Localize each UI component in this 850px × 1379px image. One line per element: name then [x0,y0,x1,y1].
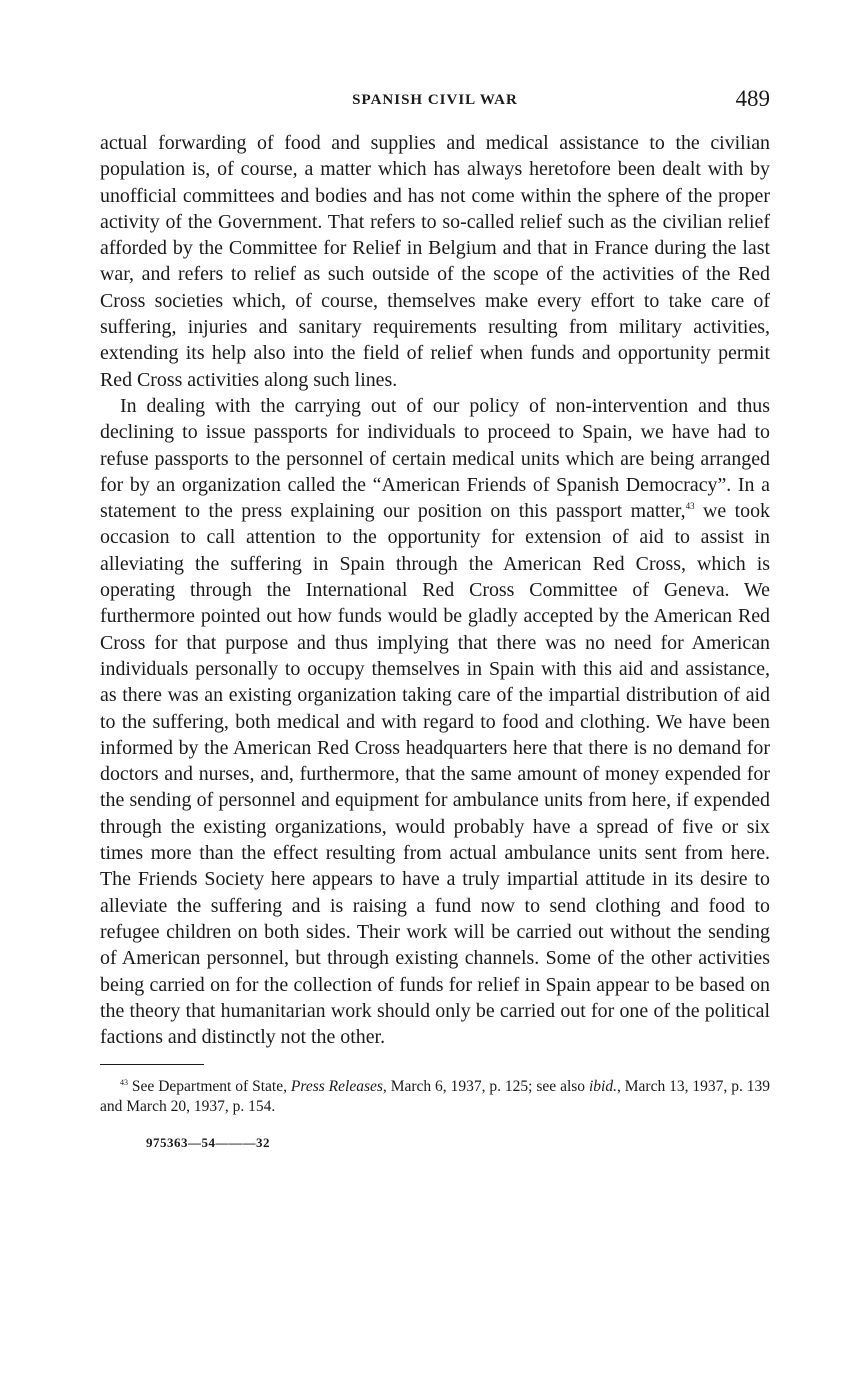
paragraph-1: actual forwarding of food and supplies and medical assistance to the civilian population is, of course, a matter which has always heretofore been dealt with by unofficial committees and bodies and has not come within the sphere of the proper activity of the Government. That refers to so-called relief such as the civilian relief afforded by the Committee for Relief in Belgium and that in France during the last war, and refers to relief as such outside of the scope of the activities of the Red Cross societies which, of course, themselves make every effort to take care of suffering, injuries and sanitary requirements resulting from military activities, extending its help also into the field of relief when funds and opportunity permit Red Cross activities along such lines. [100,132,770,391]
running-title: SPANISH CIVIL WAR [352,92,518,108]
footnote-press-releases: Press Releases [290,1078,383,1096]
running-head [100,88,770,118]
body-text [100,130,770,1050]
footnote-text-3: , March 13, 1937, p. 139 and March 20, 1937, p. 154. [100,1078,770,1116]
page-number: 489 [735,86,770,111]
footnote-text-2: , March 6, 1937, p. 125; see also [382,1078,589,1096]
footnote-43 [100,1077,770,1117]
footnote-ibid: ibid. [588,1078,617,1096]
print-code: 975363—54———32 [146,1135,270,1151]
paragraph-2-part-2: we took occasion to call attention to the opportunity for extension of aid to assist in alleviating the suffering in Spain through the American Red Cross, which is operating through the International Red Cross Committee of Geneva. We furthermore pointed out how funds would be gladly accepted by the American Red Cross for that purpose and thus implying that there was no need for American individuals personally to occupy themselves in Spain with this aid and assistance, as there was an existing organization taking care of the impartial distribution of aid to the suffering, both medical and with regard to food and clothing. We have been informed by the American Red Cross headquarters here that there is no demand for doctors and nurses, and, furthermore, that the same amount of money expended for the sending of personnel and equipment for ambulance units from here, if expended through the existing organizations, would probably have a spread of five or six times more than the effect resulting from actual ambulance units sent from here. The Friends Society here appears to have a truly impartial attitude in its desire to alleviate the suffering and is raising a fund now to send clothing and food to refugee children on both sides. Their work will be carried out without the sending of American personnel, but through existing channels. Some of the other activities being carried on for the collection of funds for relief in Spain appear to be based on the theory that humanitarian work should only be carried out for one of the political factions and distinctly not the other. [100,500,770,1049]
document-page [100,88,770,1151]
footnote-rule [100,1064,204,1065]
paragraph-2 [100,393,770,1050]
footnote-reference: 43 [685,501,695,512]
footnote-text-1: See Department of State, [128,1078,291,1096]
footnote-number: 43 [120,1078,128,1088]
footnotes [100,1077,770,1117]
paragraph-2-part-1: In dealing with the carrying out of our policy of non-intervention and thus declining to issue passports for individuals to proceed to Spain, we have had to refuse passports to the personnel of certain medical units which are being arranged for by an organization called the “American Friends of Spanish Democracy”. In a statement to the press explaining our position on this passport matter, [100,394,770,523]
